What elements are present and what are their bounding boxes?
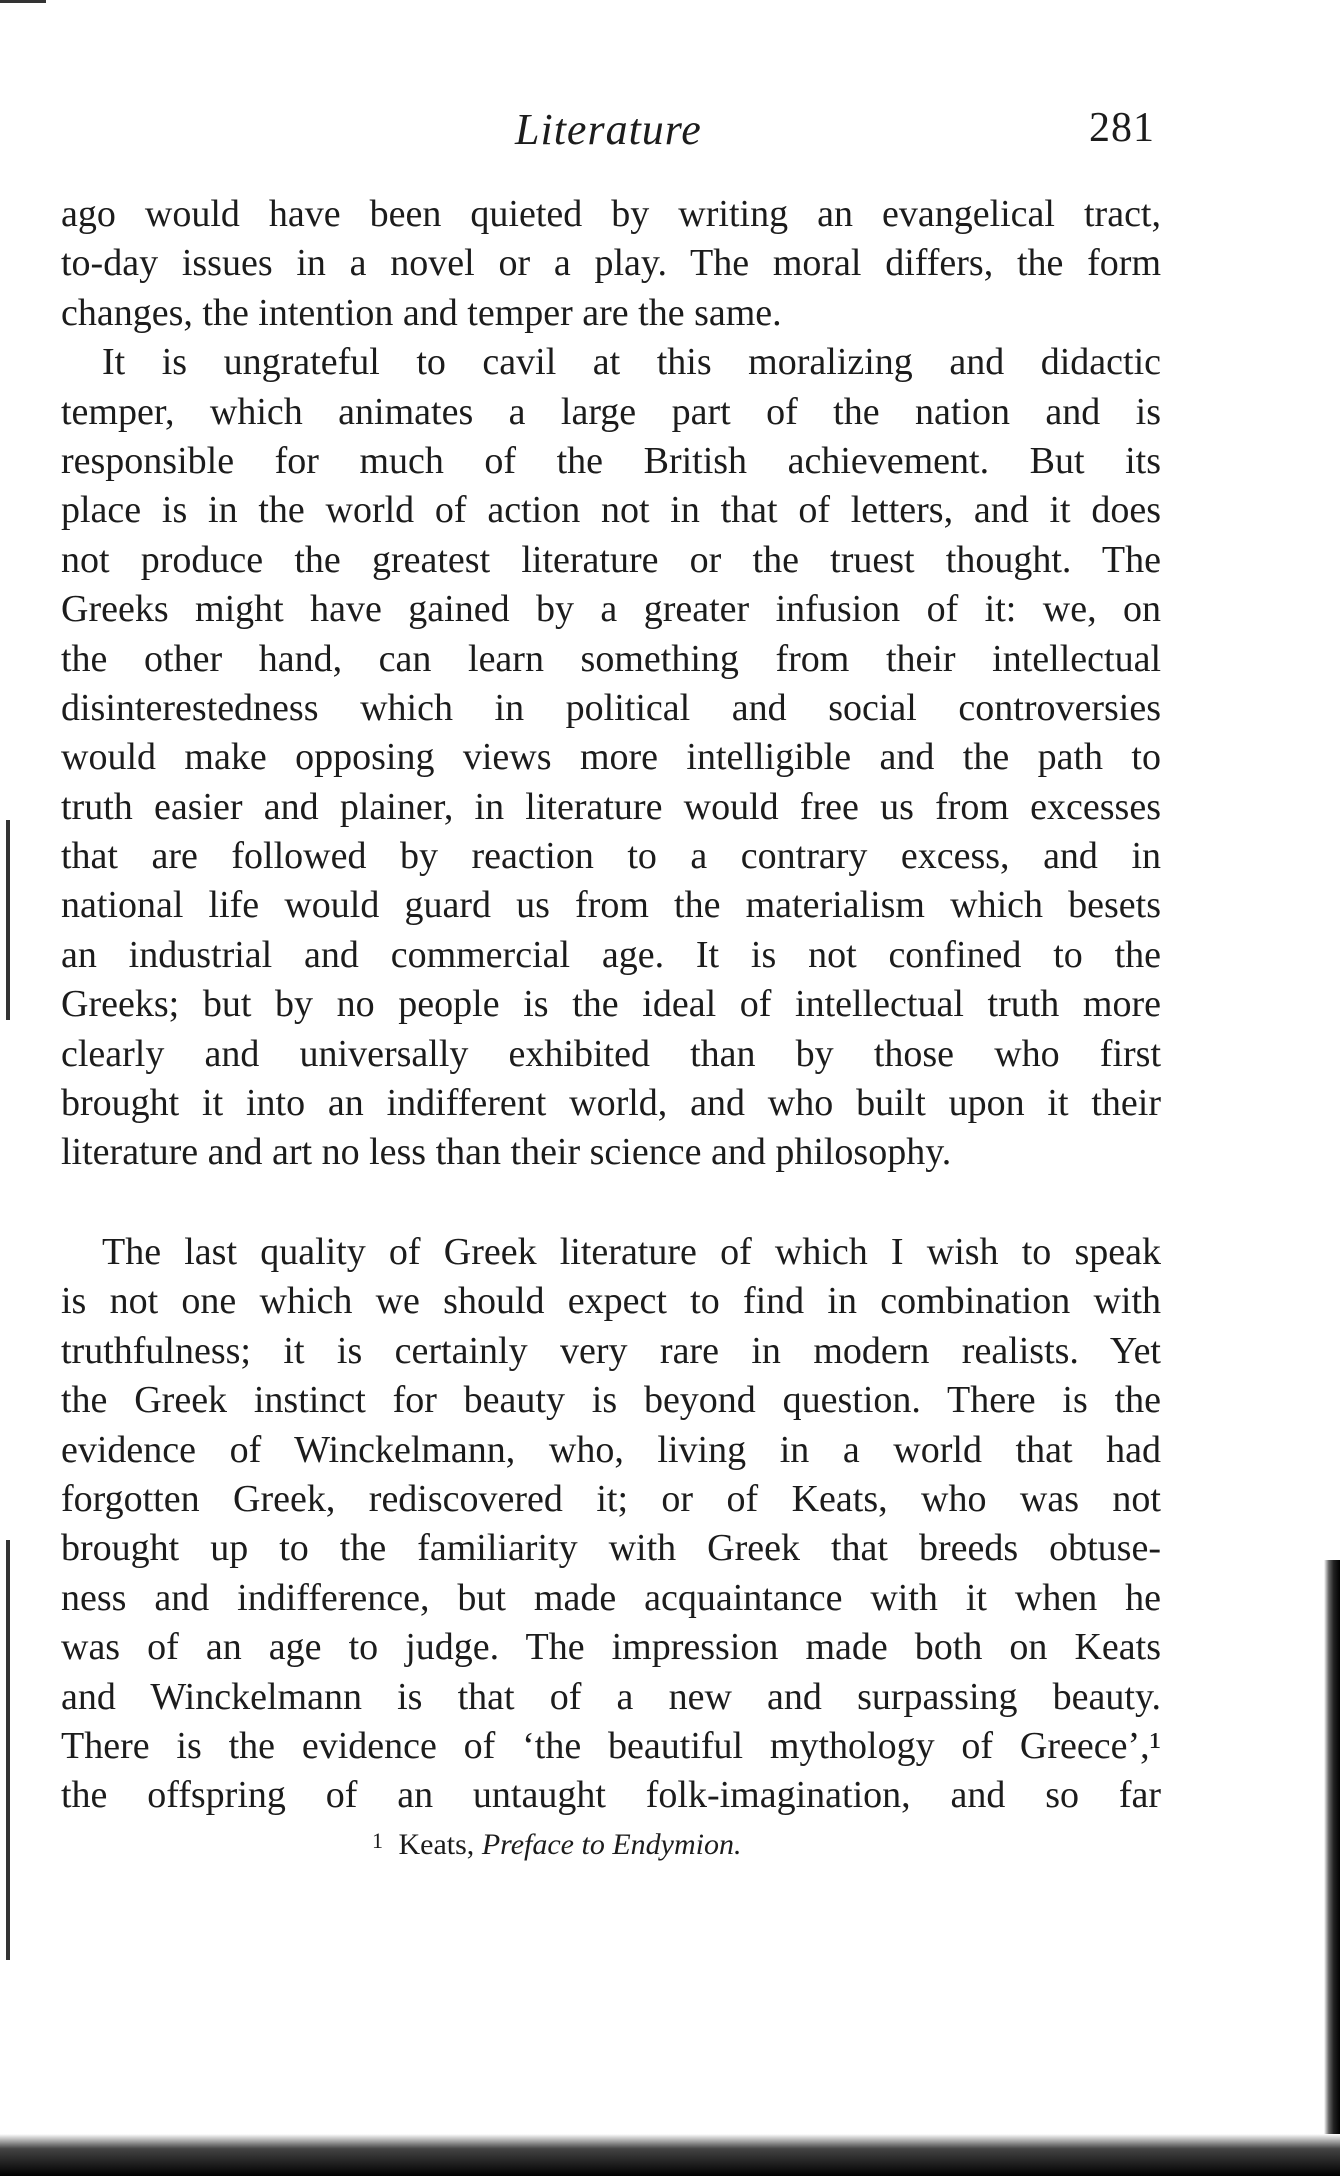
text-line: It is ungrateful to cavil at this moralizing and didactic xyxy=(102,341,1161,384)
paragraph-2 xyxy=(61,1228,1161,1821)
text-line: not produce the greatest literature or the truest thought. The xyxy=(61,538,1161,581)
text-line: to-day issues in a novel or a play. The moral differs, the form xyxy=(61,242,1161,285)
text-line: that are followed by reaction to a contrary excess, and in xyxy=(61,835,1161,878)
text-line: truth easier and plainer, in literature would free us from excesses xyxy=(61,785,1161,828)
text-line: literature and art no less than their science and philosophy. xyxy=(61,1131,952,1174)
text-line: would make opposing views more intelligible and the path to xyxy=(61,736,1161,779)
text-line: forgotten Greek, rediscovered it; or of Keats, who was not xyxy=(61,1477,1161,1520)
text-line: was of an age to judge. The impression made both on Keats xyxy=(61,1626,1161,1669)
text-line: brought it into an indifferent world, and who built upon it their xyxy=(61,1082,1161,1125)
text-line: place is in the world of action not in that of letters, and it does xyxy=(61,489,1161,532)
text-line: clearly and universally exhibited than by those who first xyxy=(61,1032,1161,1075)
scan-edge-left-lower xyxy=(6,1540,10,1960)
text-line: responsible for much of the British achievement. But its xyxy=(61,439,1161,482)
text-line: changes, the intention and temper are the same. xyxy=(61,291,782,334)
text-line: ago would have been quieted by writing an evangelical tract, xyxy=(61,193,1161,235)
paragraph-1 xyxy=(61,190,1161,1178)
text-line: the offspring of an untaught folk-imagination, and so far xyxy=(61,1774,1161,1817)
footnote-author: Keats, xyxy=(398,1828,475,1861)
footnote xyxy=(372,1828,741,1862)
text-line: truthfulness; it is certainly very rare in modern realists. Yet xyxy=(61,1329,1161,1372)
text-line: Greeks; but by no people is the ideal of intellectual truth more xyxy=(61,983,1161,1026)
scan-edge-right xyxy=(1324,1560,1340,2176)
text-line: The last quality of Greek literature of which I wish to speak xyxy=(102,1231,1161,1273)
text-line: the other hand, can learn something from their intellectual xyxy=(61,637,1161,680)
text-line: evidence of Winckelmann, who, living in a world that had xyxy=(61,1428,1161,1471)
page-number: 281 xyxy=(1089,105,1155,151)
scan-edge-bottom xyxy=(0,2134,1340,2176)
text-line: is not one which we should expect to find in combination with xyxy=(61,1280,1161,1323)
text-line: national life would guard us from the materialism which besets xyxy=(61,884,1161,927)
scan-edge-left-upper xyxy=(6,820,10,1020)
text-line: ness and indifference, but made acquaintance with it when he xyxy=(61,1576,1161,1619)
text-line: and Winckelmann is that of a new and surpassing beauty. xyxy=(61,1675,1161,1718)
text-line: an industrial and commercial age. It is not confined to the xyxy=(61,933,1161,976)
text-line: temper, which animates a large part of the nation and is xyxy=(61,390,1161,433)
text-line: There is the evidence of ‘the beautiful mythology of Greece’,¹ xyxy=(61,1724,1161,1767)
corner-scan-mark xyxy=(0,0,46,3)
text-line: Greeks might have gained by a greater infusion of it: we, on xyxy=(61,588,1161,631)
footnote-work: Preface to Endymion. xyxy=(481,1828,742,1861)
text-line: brought up to the familiarity with Greek that breeds obtuse- xyxy=(61,1527,1161,1570)
running-head xyxy=(0,104,1340,164)
footnote-marker: 1 xyxy=(372,1828,383,1853)
text-line: the Greek instinct for beauty is beyond question. There is the xyxy=(61,1379,1161,1422)
running-title: Literature xyxy=(515,105,702,154)
text-line: disinterestedness which in political and social controversies xyxy=(61,686,1161,729)
